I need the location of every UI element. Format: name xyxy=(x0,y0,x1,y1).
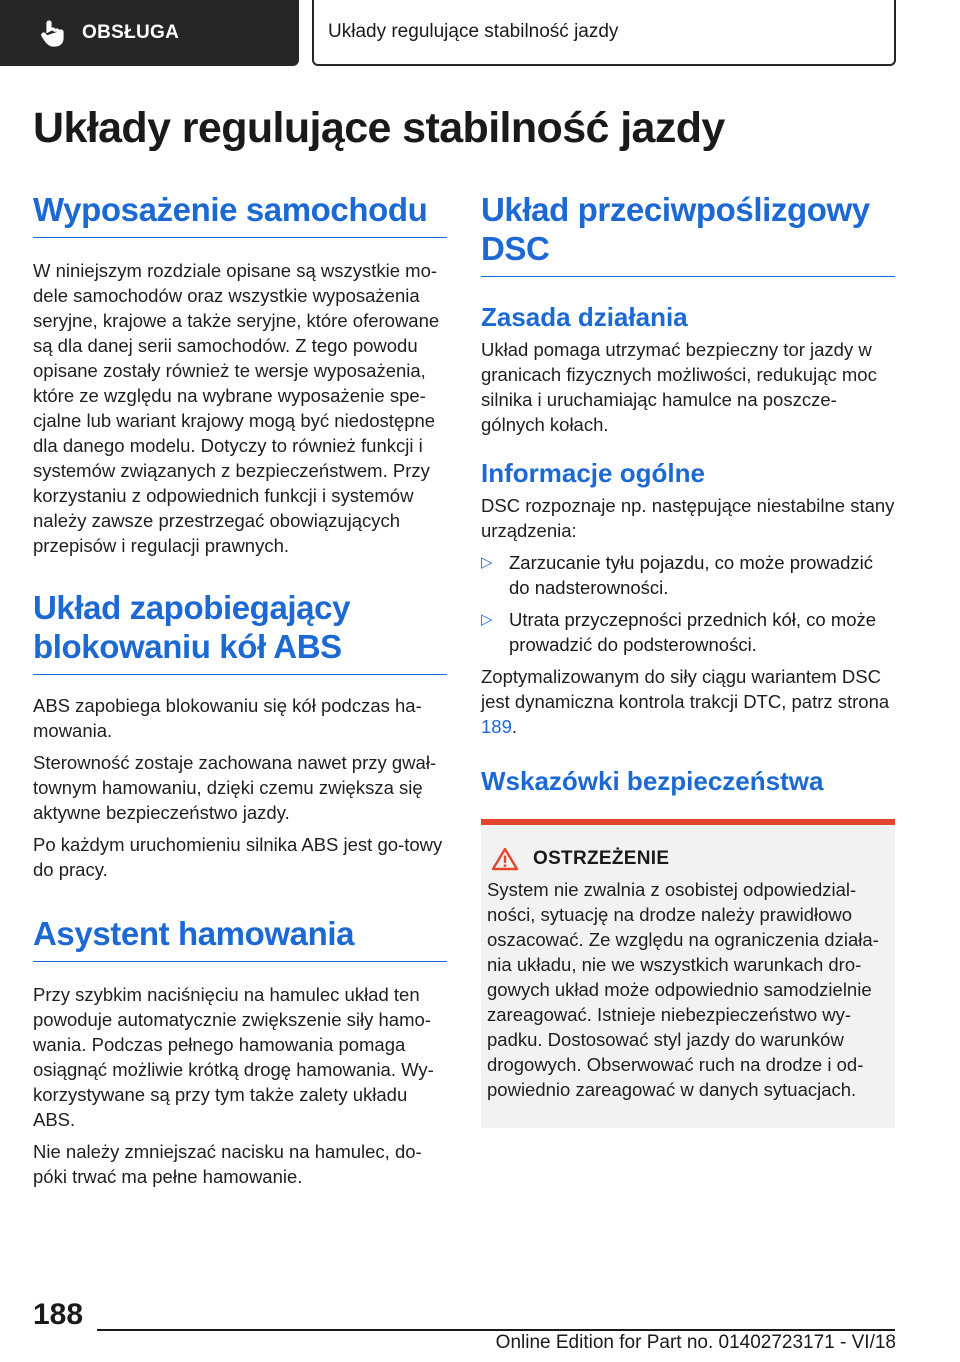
abs-paragraph-2: Sterowność zostaje zachowana nawet przy gwał-townym hamowaniu, dzięki czemu zwiększa się aktywne bezpieczeństwo jazdy. xyxy=(33,752,437,823)
heading-general-info: Informacje ogólne xyxy=(481,458,705,488)
list-item: ▷ Utrata przyczepności przednich kół, co może prowadzić do podsterowności. xyxy=(481,609,877,655)
page-number: 188 xyxy=(33,1298,84,1331)
heading-dsc: Układ przeciwpoślizgowy DSC xyxy=(481,190,895,277)
brake-assist-paragraph-1: Przy szybkim naciśnięciu na hamulec układ ten powoduje automatycznie zwiększenie siły hamo-wania. Podczas pełnego hamowania pomaga osiągnąć możliwie krótką drogę hamowania. Wy-korzystywane są przy tym także zalety układu ABS. xyxy=(33,984,434,1130)
abs-paragraph-1: ABS zapobiega blokowaniu się kół podczas ha-mowania. xyxy=(33,695,422,741)
triangle-bullet-icon: ▷ xyxy=(481,554,493,571)
triangle-bullet-icon: ▷ xyxy=(481,611,493,628)
warning-triangle-icon xyxy=(491,847,519,871)
warning-text: System nie zwalnia z osobistej odpowiedzial-ności, sytuację na drodze należy prawidłowo oszacować. Ze względu na ograniczenia działa-nia układu, nie we wszystkich warunkach dro-gowych układ może odpowiednio samodzielnie zareagować. Istnieje niebezpieczeństwo wy-padku. Dostosować styl jazdy do warunków drogowych. Obserwować ruch na drodze i od-powiednio zareagować w danych sytuacjach. xyxy=(487,879,879,1100)
section-tab[interactable] xyxy=(0,0,299,66)
heading-principle: Zasada działania xyxy=(481,302,688,332)
right-column xyxy=(481,190,895,1128)
list-item: ▷ Zarzucanie tyłu pojazdu, co może prowadzić do nadsterowności. xyxy=(481,552,874,598)
warning-label: OSTRZEŻENIE xyxy=(533,848,670,869)
instability-list xyxy=(481,550,895,657)
warning-box xyxy=(481,819,895,1128)
heading-abs: Układ zapobiegający blokowaniu kół ABS xyxy=(33,588,447,675)
heading-equipment: Wyposażenie samochodu xyxy=(33,190,447,238)
general-info-paragraph: DSC rozpoznaje np. następujące niestabilne stany urządzenia: xyxy=(481,495,895,541)
heading-brake-assist: Asystent hamowania xyxy=(33,914,447,962)
edition-text: Online Edition for Part no. 01402723171 - VI/18 xyxy=(495,1332,896,1353)
page-title: Układy regulujące stabilność jazdy xyxy=(33,104,725,152)
heading-safety: Wskazówki bezpieczeństwa xyxy=(481,766,824,796)
dtc-paragraph: Zoptymalizowanym do siły ciągu wariantem DSC jest dynamiczna kontrola trakcji DTC, patrz strona 189. xyxy=(481,666,890,737)
chapter-header xyxy=(312,0,896,66)
page-reference-link[interactable]: 189 xyxy=(481,716,512,737)
abs-paragraph-3: Po każdym uruchomieniu silnika ABS jest go-towy do pracy. xyxy=(33,834,443,880)
footer-divider xyxy=(97,1329,895,1331)
left-column xyxy=(33,190,447,1189)
chapter-title: Układy regulujące stabilność jazdy xyxy=(328,21,619,42)
principle-paragraph: Układ pomaga utrzymać bezpieczny tor jazdy w granicach fizycznych możliwości, redukując moc silnika i uruchamiając hamulce na poszcze-gólnych kołach. xyxy=(481,339,877,435)
brake-assist-paragraph-2: Nie należy zmniejszać nacisku na hamulec, do-póki trwać ma pełne hamowanie. xyxy=(33,1141,422,1187)
warning-header xyxy=(487,847,885,871)
section-label: OBSŁUGA xyxy=(82,22,180,43)
equipment-paragraph: W niniejszym rozdziale opisane są wszystkie mo-dele samochodów oraz wszystkie wyposażenia seryjne, krajowe a także seryjne, które oferowane są dla danej serii samochodów. Z tego powodu opisane zostały również te wersje wyposażenia, które ze względu na wybrane wyposażenie spe-cjalne lub wariant krajowy mogą być niedostępne dla danego modelu. Dotyczy to również funkcji i systemów związanych z bezpieczeństwem. Przy korzystaniu z odpowiednich funkcji i systemów należy zawsze przestrzegać obowiązujących przepisów i regulacji prawnych. xyxy=(33,260,440,556)
hand-pointer-icon xyxy=(40,19,66,47)
